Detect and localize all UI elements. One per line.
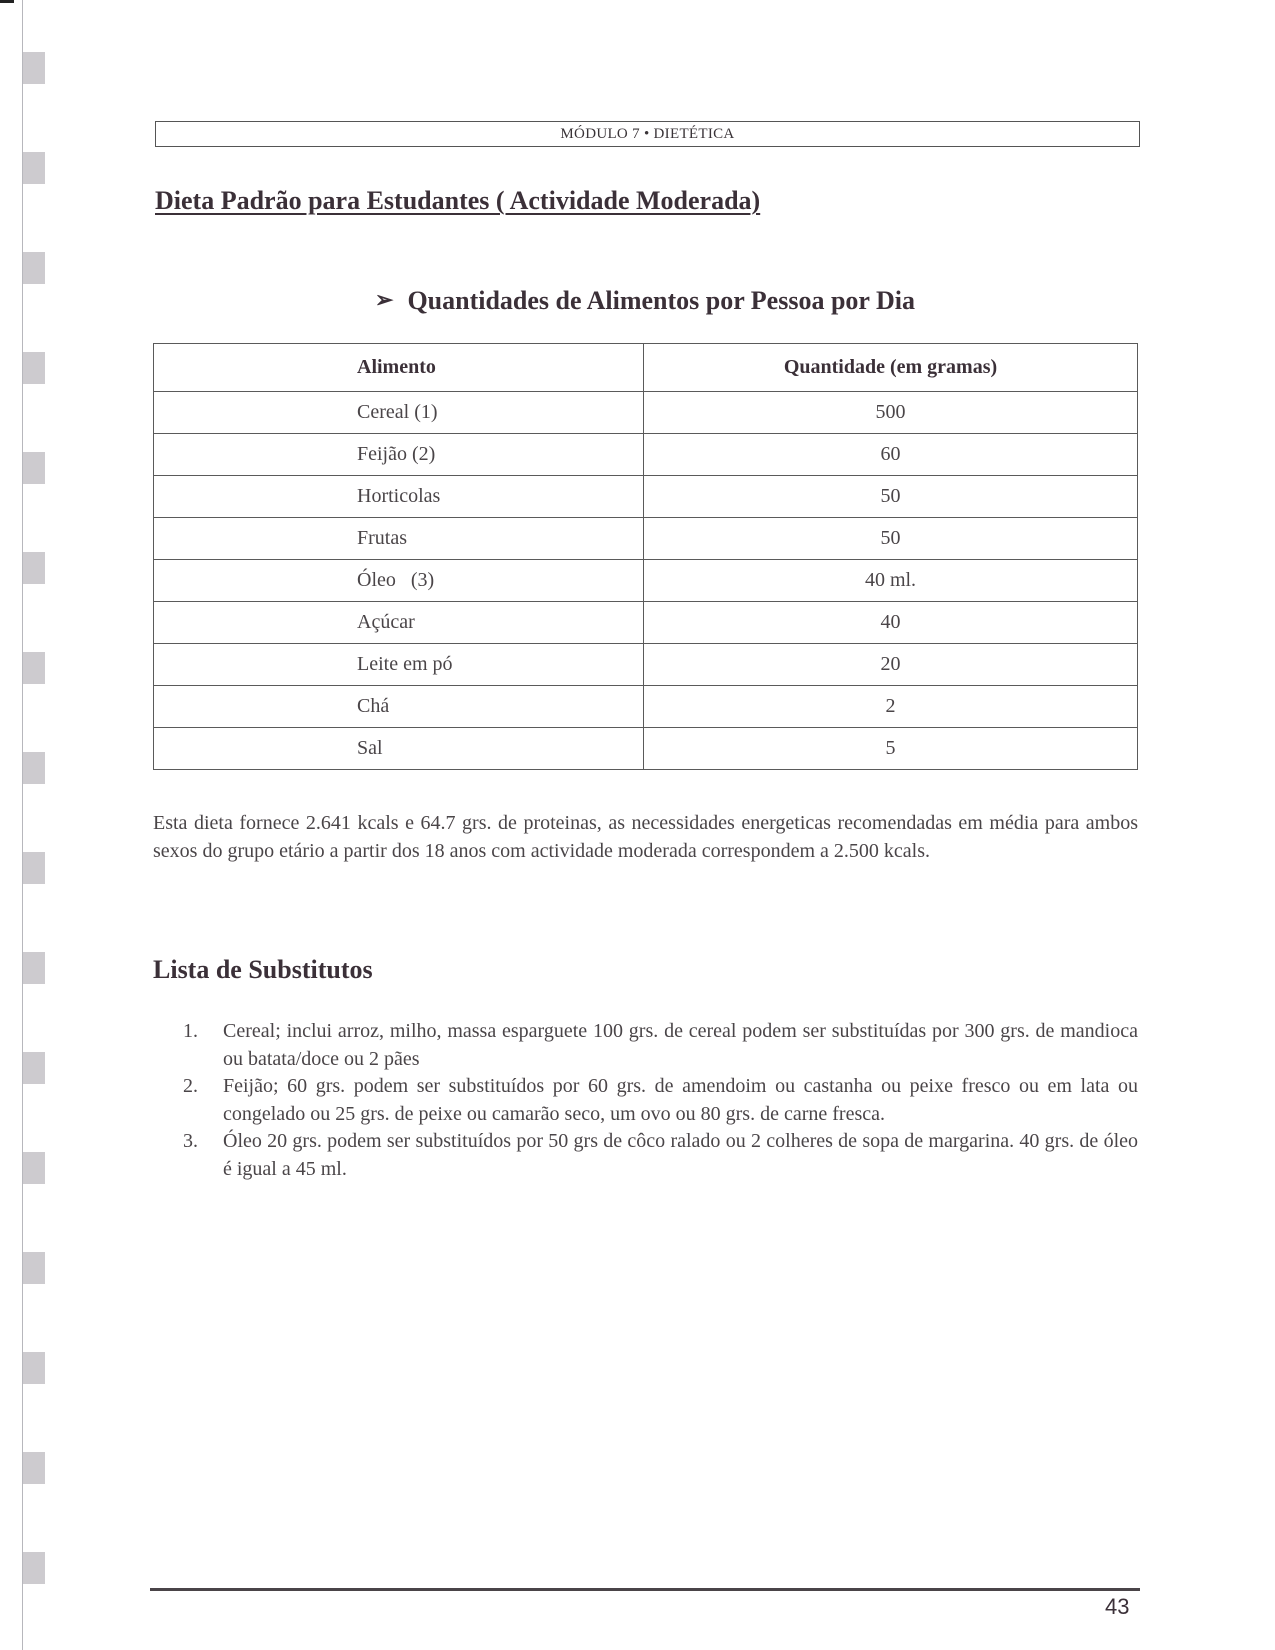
table-row xyxy=(154,392,1138,434)
table-row xyxy=(154,728,1138,770)
list-item xyxy=(183,1018,1138,1073)
table-header-row xyxy=(154,344,1138,392)
food-cell: Chá xyxy=(154,686,644,728)
list-item-text: Óleo 20 grs. podem ser substituídos por 50 grs de côco ralado ou 2 colheres de sopa de margarina. 40 grs. de óleo é igual a 45 ml. xyxy=(223,1130,1138,1180)
list-number: 1. xyxy=(183,1020,198,1042)
column-header-quantity: Quantidade (em gramas) xyxy=(644,344,1138,392)
food-cell: Frutas xyxy=(154,518,644,560)
list-number: 3. xyxy=(183,1130,198,1152)
list-item-text: Feijão; 60 grs. podem ser substituídos por 60 grs. de amendoim ou castanha ou peixe fresco ou em lata ou congelado ou 25 grs. de peixe ou camarão seco, um ovo ou 80 grs. de carne fresca. xyxy=(223,1075,1138,1125)
quantity-cell: 50 xyxy=(644,518,1138,560)
footer-divider xyxy=(150,1588,1140,1591)
quantity-cell: 500 xyxy=(644,392,1138,434)
page-number: 43 xyxy=(1105,1594,1130,1619)
module-header: MÓDULO 7 • DIETÉTICA xyxy=(155,121,1140,147)
section-subtitle xyxy=(375,286,915,316)
quantity-cell: 40 ml. xyxy=(644,560,1138,602)
food-quantities-table xyxy=(153,343,1138,770)
list-number: 2. xyxy=(183,1075,198,1097)
table-row xyxy=(154,476,1138,518)
food-cell: Óleo (3) xyxy=(154,560,644,602)
table-row xyxy=(154,560,1138,602)
food-cell: Açúcar xyxy=(154,602,644,644)
food-cell: Feijão (2) xyxy=(154,434,644,476)
column-header-food: Alimento xyxy=(154,344,644,392)
quantity-cell: 50 xyxy=(644,476,1138,518)
quantity-cell: 40 xyxy=(644,602,1138,644)
quantity-cell: 20 xyxy=(644,644,1138,686)
food-cell: Horticolas xyxy=(154,476,644,518)
quantity-cell: 60 xyxy=(644,434,1138,476)
page-title: Dieta Padrão para Estudantes ( Actividade Moderada) xyxy=(155,186,761,215)
scan-artifact-mark xyxy=(0,0,14,3)
table-row xyxy=(154,644,1138,686)
table-row xyxy=(154,686,1138,728)
list-item xyxy=(183,1073,1138,1128)
list-item xyxy=(183,1128,1138,1183)
substitutes-list xyxy=(183,1018,1138,1183)
food-cell: Cereal (1) xyxy=(154,392,644,434)
food-cell: Sal xyxy=(154,728,644,770)
quantity-cell: 2 xyxy=(644,686,1138,728)
food-cell: Leite em pó xyxy=(154,644,644,686)
spiral-binding-edge xyxy=(22,0,45,1650)
arrow-bullet-icon: ➢ xyxy=(375,287,394,312)
table-row xyxy=(154,602,1138,644)
substitutes-heading: Lista de Substitutos xyxy=(153,955,373,984)
diet-summary-paragraph: Esta dieta fornece 2.641 kcals e 64.7 grs. de proteinas, as necessidades energeticas recomendadas em média para ambos sexos do grupo etário a partir dos 18 anos com actividade moderada correspondem a 2.500 kcals. xyxy=(153,812,1138,862)
quantity-cell: 5 xyxy=(644,728,1138,770)
subtitle-text: Quantidades de Alimentos por Pessoa por Dia xyxy=(407,286,915,315)
list-item-text: Cereal; inclui arroz, milho, massa esparguete 100 grs. de cereal podem ser substituídas por 300 grs. de mandioca ou batata/doce ou 2 pães xyxy=(223,1020,1138,1070)
table-row xyxy=(154,434,1138,476)
table-row xyxy=(154,518,1138,560)
